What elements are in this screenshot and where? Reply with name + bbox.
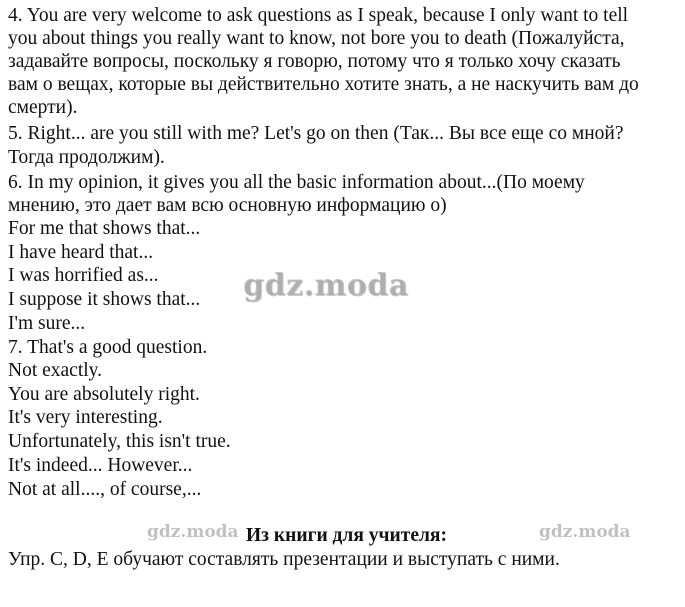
text-line-20: It's indeed... However... (8, 455, 193, 476)
text-line-3: задавайте вопросы, поскольку я говорю, потому что я только хочу сказать (8, 51, 621, 72)
text-line-10: For me that shows that... (8, 218, 201, 239)
text-line-5: смерти). (8, 97, 78, 118)
text-line-15: 7. That's a good question. (8, 337, 208, 358)
text-line-8: 6. In my opinion, it gives you all the basic information about...(По моему (8, 172, 585, 193)
text-line-6: 5. Right... are you still with me? Let's go on then (Так... Вы все еще со мной? (8, 123, 624, 144)
text-line-13: I suppose it shows that... (8, 289, 201, 310)
text-last-line: Упр. С, D, E обучают составлять презентации и выступать с ними. (8, 549, 560, 570)
text-line-17: You are absolutely right. (8, 384, 200, 405)
text-line-2: you about things you really want to know, not bore you to death (Пожалуйста, (8, 28, 625, 49)
text-line-12: I was horrified as... (8, 265, 159, 286)
text-line-19: Unfortunately, this isn't true. (8, 431, 231, 452)
watermark-main: gdz.moda (243, 268, 409, 303)
teacher-heading: Из книги для учителя: (246, 525, 447, 546)
text-line-14: I'm sure... (8, 313, 86, 334)
text-line-7: Тогда продолжим). (8, 147, 165, 168)
text-line-4: вам о вещах, которые вы действительно хотите знать, а не наскучить вам до (8, 74, 639, 95)
text-line-21: Not at all...., of course,... (8, 479, 202, 500)
watermark-left: gdz.moda (147, 522, 239, 542)
text-line-18: It's very interesting. (8, 407, 163, 428)
text-line-16: Not exactly. (8, 360, 103, 381)
text-line-11: I have heard that... (8, 242, 154, 263)
text-line-1: 4. You are very welcome to ask questions as I speak, because I only want to tell (8, 5, 629, 26)
watermark-right: gdz.moda (539, 522, 631, 542)
text-line-9: мнению, это дает вам всю основную информацию о) (8, 195, 447, 216)
